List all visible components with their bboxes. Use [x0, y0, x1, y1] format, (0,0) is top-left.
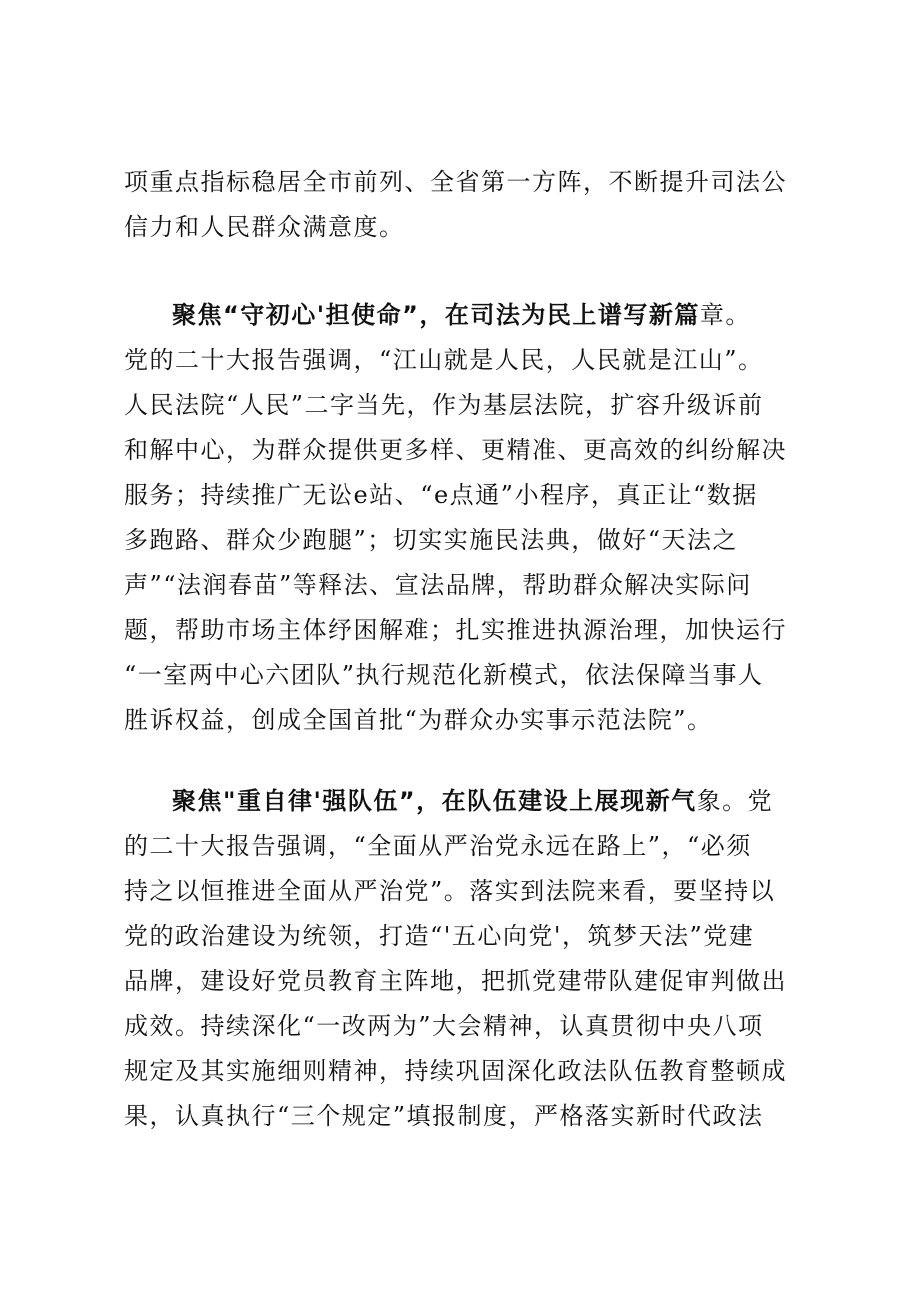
text-line [124, 779, 804, 824]
text-line [124, 959, 804, 1004]
line-text: 规定及其实施细则精神，持续巩固深化政法队伍教育整顿成 [124, 1057, 787, 1085]
paragraph-1 [124, 160, 804, 250]
text-line [124, 518, 804, 563]
line-text: 章。 [699, 301, 751, 329]
text-line [124, 1094, 804, 1139]
line-text: 多跑路、群众少跑腿”；切实实施民法典，做好“天法之 [124, 526, 739, 554]
text-line [124, 653, 804, 698]
line-text: 的二十大报告强调，“全面从严治党永远在路上”，“必须 [124, 832, 752, 860]
paragraph-3 [124, 779, 804, 1139]
paragraph-heading: 聚焦“守初心'担使命”，在司法为民上谱写新篇 [172, 301, 700, 329]
line-text: 和解中心，为群众提供更多样、更精准、更高效的纠纷解决 [124, 436, 787, 464]
paragraph-2 [124, 293, 804, 743]
line-text: 党的政治建设为统领，打造“'五心向党'，筑梦天法”党建 [124, 922, 755, 950]
text-line [124, 383, 804, 428]
line-text: “一室两中心六团队”执行规范化新模式，依法保障当事人 [124, 661, 764, 689]
line-text: 声”“法润春苗”等释法、宣法品牌，帮助群众解决实际问 [124, 571, 752, 599]
text-line [124, 338, 804, 383]
line-text: 持之以恒推进全面从严治党”。落实到法院来看，要坚持以 [124, 877, 776, 905]
line-text: 服务；持续推广无讼e站、“e点通”小程序，真正让“数据 [124, 481, 758, 509]
line-text: 成效。持续深化“一改两为”大会精神，认真贯彻中央八项 [124, 1012, 764, 1040]
text-line [124, 473, 804, 518]
line-text: 人民法院“人民”二字当先，作为基层法院，扩容升级诉前 [124, 391, 764, 419]
text-line [124, 205, 804, 250]
text-line [124, 1049, 804, 1094]
text-line [124, 293, 804, 338]
paragraph-heading: 聚焦"重自律'强队伍”，在队伍建设上展现新气 [172, 787, 697, 815]
line-text: 品牌，建设好党员教育主阵地，把抓党建带队建促审判做出 [124, 967, 787, 995]
line-text: 象。党 [696, 787, 774, 815]
text-line [124, 914, 804, 959]
line-text: 信力和人民群众满意度。 [124, 213, 405, 241]
line-text: 题，帮助市场主体纾困解难；扎实推进执源治理，加快运行 [124, 616, 787, 644]
line-text: 项重点指标稳居全市前列、全省第一方阵，不断提升司法公 [124, 168, 787, 196]
text-line [124, 698, 804, 743]
text-line [124, 563, 804, 608]
text-line [124, 824, 804, 869]
line-text: 胜诉权益，创成全国首批“为群众办实事示范法院”。 [124, 706, 713, 734]
line-text: 党的二十大报告强调，“江山就是人民，人民就是江山”。 [124, 346, 764, 374]
text-line [124, 869, 804, 914]
line-text: 果，认真执行“三个规定”填报制度，严格落实新时代政法 [124, 1102, 764, 1130]
text-line [124, 608, 804, 653]
text-line [124, 428, 804, 473]
text-line [124, 160, 804, 205]
text-line [124, 1004, 804, 1049]
